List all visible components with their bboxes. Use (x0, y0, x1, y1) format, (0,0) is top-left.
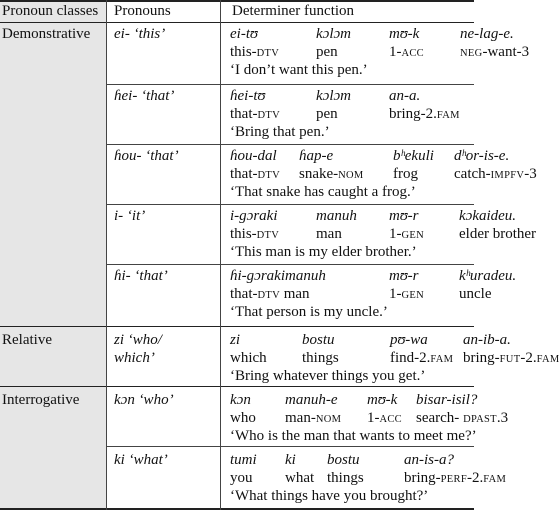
gloss-word: 1-ACC (367, 410, 402, 426)
source-line (230, 25, 514, 43)
translation-line: ‘Bring whatever things you get.’ (230, 368, 426, 384)
source-word: kɔlɔm (316, 26, 351, 42)
source-word: mʊ-k (367, 392, 398, 408)
source-line (230, 391, 478, 409)
source-word: bisar-isil? (416, 392, 478, 408)
translation-line: ‘What things have you brought?’ (230, 488, 429, 504)
gloss-word: search- DPAST.3 (416, 410, 509, 426)
source-word: an-ib-a. (463, 332, 511, 348)
source-word: kɔn (230, 392, 251, 408)
source-word: mʊ-r (389, 268, 419, 284)
header-function: Determiner function (232, 3, 355, 19)
gloss-word: man-NOM (285, 410, 342, 426)
gloss-line (230, 165, 537, 183)
translation-line: ‘That snake has caught a frog.’ (230, 184, 416, 200)
source-line (230, 331, 511, 349)
row-divider (106, 446, 474, 447)
gloss-word: things (327, 470, 364, 486)
source-word: ɦap-e (299, 148, 334, 164)
gloss-word: pen (316, 44, 338, 60)
source-word: tumi (230, 452, 257, 468)
pronoun-cell: i- ‘it’ (114, 208, 146, 224)
source-word: ɦou-dal (230, 148, 277, 164)
source-word: ne-lag-e. (460, 26, 514, 42)
gloss-word: what (285, 470, 315, 486)
source-line (230, 207, 517, 225)
gloss-word: find-2.FAM (390, 350, 454, 366)
gloss-word: bring-2.FAM (389, 106, 460, 122)
gloss-word: pen (316, 106, 338, 122)
example-block (230, 267, 517, 321)
gloss-line (230, 105, 474, 123)
translation-line: ‘Bring that pen.’ (230, 124, 330, 140)
source-word: ɦei-tʊ (230, 88, 266, 104)
source-word: ki (285, 452, 296, 468)
pronoun-cell: ɦou- ‘that’ (114, 148, 179, 164)
row-divider (106, 84, 474, 85)
gloss-word: NEG-want-3 (460, 44, 530, 60)
pronoun-cell: ɦi- ‘that’ (114, 268, 168, 284)
source-word: mʊ-r (389, 208, 419, 224)
column-divider (106, 0, 107, 510)
gloss-line (230, 409, 509, 427)
example-block (230, 331, 560, 385)
gloss-word: that-DTV man (230, 286, 310, 302)
gloss-word: man (316, 226, 342, 242)
class-label-demonstrative: Demonstrative (2, 26, 91, 42)
source-word: bostu (327, 452, 360, 468)
gloss-line (230, 225, 537, 243)
gloss-word: this-DTV (230, 226, 280, 242)
source-line (230, 147, 510, 165)
gloss-word: you (230, 470, 253, 486)
translation-line: ‘That person is my uncle.’ (230, 304, 388, 320)
pronoun-cell: ei- ‘this’ (114, 26, 166, 42)
gloss-word: this-DTV (230, 44, 280, 60)
gloss-word: bring-PERF-2.FAM (404, 470, 507, 486)
gloss-word: catch-IMPFV-3 (454, 166, 537, 182)
example-block (230, 25, 530, 79)
class-column-background (0, 0, 106, 510)
example-block (230, 207, 537, 261)
source-word: i-gɔraki (230, 208, 278, 224)
gloss-word: who (230, 410, 256, 426)
header-rule (0, 22, 474, 23)
header-classes: Pronoun classes (2, 3, 99, 19)
source-line (230, 267, 517, 285)
source-word: an-is-a? (404, 452, 454, 468)
class-label-interrogative: Interrogative (2, 392, 80, 408)
gloss-word: bring-FUT-2.FAM (463, 350, 560, 366)
translation-line: ‘Who is the man that wants to meet me?’ (230, 428, 477, 444)
gloss-word: which (230, 350, 267, 366)
gloss-word: things (302, 350, 339, 366)
source-word: ɦi-gɔrakimanuh (230, 268, 326, 284)
gloss-line (230, 349, 560, 367)
source-word: manuh (316, 208, 357, 224)
source-line (230, 451, 474, 469)
gloss-word: 1-ACC (389, 44, 424, 60)
translation-line: ‘I don’t want this pen.’ (230, 62, 368, 78)
gloss-word: uncle (459, 286, 492, 302)
pronoun-cell-line2: which’ (114, 350, 155, 366)
example-block (230, 451, 507, 505)
source-word: pʊ-wa (390, 332, 428, 348)
pronoun-cell: ɦei- ‘that’ (114, 88, 175, 104)
gloss-word: that-DTV (230, 166, 280, 182)
gloss-word: 1-GEN (389, 286, 424, 302)
gloss-word: elder brother (459, 226, 537, 242)
column-divider (220, 0, 221, 510)
gloss-word: 1-GEN (389, 226, 424, 242)
source-word: kɔlɔm (316, 88, 351, 104)
source-word: bʰekuli (393, 148, 434, 164)
class-label-relative: Relative (2, 332, 52, 348)
example-block (230, 391, 509, 445)
source-word: dʰor-is-e. (454, 148, 510, 164)
pronoun-cell: zi ‘who/ (114, 332, 162, 348)
header-pronouns: Pronouns (114, 3, 171, 19)
gloss-word: that-DTV (230, 106, 280, 122)
section-divider (0, 326, 474, 327)
gloss-line (230, 469, 507, 487)
gloss-word: frog (393, 166, 418, 182)
section-divider (0, 386, 474, 387)
row-divider (106, 204, 474, 205)
example-block (230, 87, 474, 141)
source-word: zi (230, 332, 241, 348)
source-word: mʊ-k (389, 26, 420, 42)
row-divider (106, 144, 474, 145)
source-line (230, 87, 474, 105)
translation-line: ‘This man is my elder brother.’ (230, 244, 417, 260)
example-block (230, 147, 537, 201)
gloss-word: snake-NOM (299, 166, 364, 182)
gloss-line (230, 285, 492, 303)
pronoun-cell: kɔn ‘who’ (114, 392, 174, 408)
source-word: an-a. (389, 88, 421, 104)
pronoun-cell: ki ‘what’ (114, 452, 168, 468)
source-word: ei-tʊ (230, 26, 258, 42)
source-word: kɔkaideu. (459, 208, 517, 224)
row-divider (106, 264, 474, 265)
source-word: kʰuradeu. (459, 268, 517, 284)
source-word: bostu (302, 332, 335, 348)
gloss-line (230, 43, 530, 61)
source-word: manuh-e (285, 392, 338, 408)
